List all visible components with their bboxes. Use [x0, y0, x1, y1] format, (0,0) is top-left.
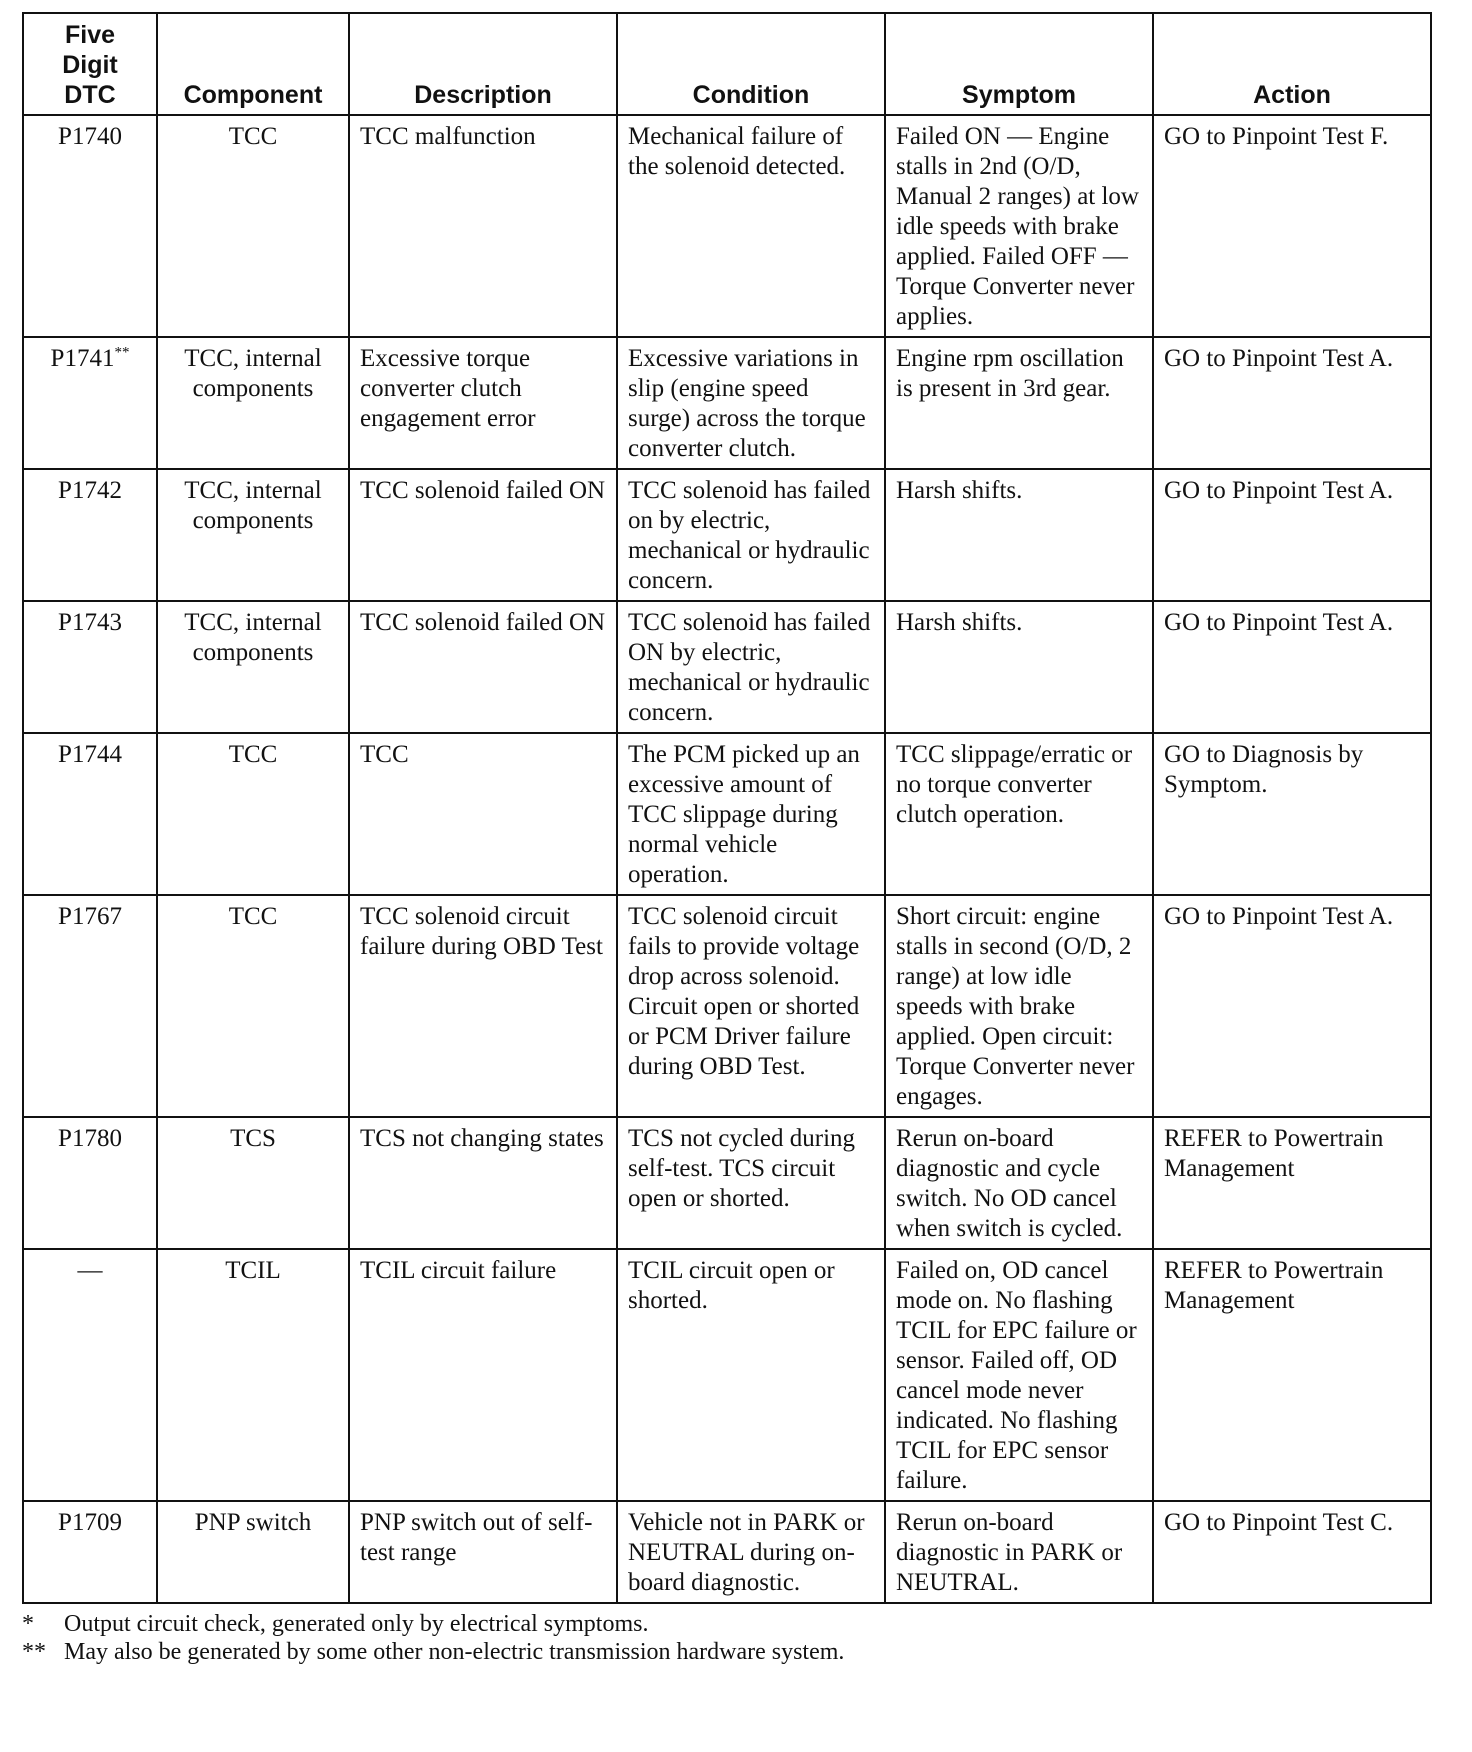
cell-dtc — [23, 895, 157, 1117]
cell-description: TCIL circuit failure — [349, 1249, 617, 1501]
table-row — [23, 601, 1431, 733]
dtc-code: P1743 — [58, 609, 122, 636]
cell-condition: Mechanical failure of the solenoid detected. — [617, 115, 885, 337]
footnote-symbol: * — [22, 1611, 34, 1637]
header-dtc-line: DTC — [64, 81, 116, 109]
cell-action: GO to Pinpoint Test A. — [1153, 895, 1431, 1117]
cell-dtc — [23, 1249, 157, 1501]
dtc-reference-page — [22, 12, 1430, 1666]
footnote-text: May also be generated by some other non-electric transmission hardware system. — [64, 1639, 845, 1665]
cell-symptom: Short circuit: engine stalls in second (O/D, 2 range) at low idle speeds with brake applied. Open circuit: Torque Converter never engages. — [885, 895, 1153, 1117]
table-row — [23, 1501, 1431, 1603]
cell-condition: The PCM picked up an excessive amount of TCC slippage during normal vehicle operation. — [617, 733, 885, 895]
table-row — [23, 337, 1431, 469]
table-body — [23, 115, 1431, 1603]
table-header-row — [23, 13, 1431, 115]
cell-symptom: Rerun on-board diagnostic in PARK or NEUTRAL. — [885, 1501, 1153, 1603]
header-dtc — [23, 13, 157, 115]
dtc-code: P1780 — [58, 1125, 122, 1152]
cell-component: TCIL — [157, 1249, 349, 1501]
header-description: Description — [349, 13, 617, 115]
footnotes — [22, 1610, 1430, 1666]
table-row — [23, 115, 1431, 337]
dtc-code: P1744 — [58, 741, 122, 768]
cell-component: TCC, internal components — [157, 601, 349, 733]
cell-description: PNP switch out of self-test range — [349, 1501, 617, 1603]
cell-action: GO to Pinpoint Test F. — [1153, 115, 1431, 337]
header-dtc-line: Five — [64, 21, 116, 49]
cell-description: Excessive torque converter clutch engagement error — [349, 337, 617, 469]
dtc-code: P1740 — [58, 123, 122, 150]
cell-component: TCC — [157, 895, 349, 1117]
cell-condition: TCIL circuit open or shorted. — [617, 1249, 885, 1501]
cell-component: TCC — [157, 115, 349, 337]
dtc-table — [22, 12, 1432, 1604]
cell-action: GO to Diagnosis by Symptom. — [1153, 733, 1431, 895]
footnote-marker: ** — [114, 344, 130, 361]
cell-condition: Vehicle not in PARK or NEUTRAL during on-board diagnostic. — [617, 1501, 885, 1603]
cell-condition: TCC solenoid circuit fails to provide voltage drop across solenoid. Circuit open or shorted or PCM Driver failure during OBD Test. — [617, 895, 885, 1117]
cell-description: TCC solenoid failed ON — [349, 601, 617, 733]
cell-component: TCC, internal components — [157, 469, 349, 601]
cell-symptom: Harsh shifts. — [885, 601, 1153, 733]
cell-action: GO to Pinpoint Test C. — [1153, 1501, 1431, 1603]
cell-symptom: Engine rpm oscillation is present in 3rd gear. — [885, 337, 1153, 469]
footnote — [22, 1610, 1430, 1638]
cell-dtc — [23, 601, 157, 733]
cell-symptom: Rerun on-board diagnostic and cycle switch. No OD cancel when switch is cycled. — [885, 1117, 1153, 1249]
header-component: Component — [157, 13, 349, 115]
dtc-code: P1742 — [58, 477, 122, 504]
cell-component: TCS — [157, 1117, 349, 1249]
dtc-code: P1767 — [58, 903, 122, 930]
cell-dtc — [23, 115, 157, 337]
dtc-code: — — [77, 1257, 103, 1284]
cell-condition: Excessive variations in slip (engine speed surge) across the torque converter clutch. — [617, 337, 885, 469]
dtc-code: P1709 — [58, 1509, 122, 1536]
table-row — [23, 1249, 1431, 1501]
cell-action: GO to Pinpoint Test A. — [1153, 469, 1431, 601]
cell-dtc — [23, 733, 157, 895]
cell-action: GO to Pinpoint Test A. — [1153, 337, 1431, 469]
cell-component: TCC, internal components — [157, 337, 349, 469]
cell-description: TCS not changing states — [349, 1117, 617, 1249]
cell-description: TCC malfunction — [349, 115, 617, 337]
cell-action: REFER to Powertrain Management — [1153, 1249, 1431, 1501]
cell-description: TCC solenoid circuit failure during OBD Test — [349, 895, 617, 1117]
table-row — [23, 895, 1431, 1117]
cell-dtc — [23, 1501, 157, 1603]
table-row — [23, 469, 1431, 601]
footnote-symbol: ** — [22, 1639, 46, 1665]
cell-action: REFER to Powertrain Management — [1153, 1117, 1431, 1249]
header-condition: Condition — [617, 13, 885, 115]
cell-action: GO to Pinpoint Test A. — [1153, 601, 1431, 733]
cell-dtc — [23, 469, 157, 601]
cell-component: TCC — [157, 733, 349, 895]
cell-condition: TCC solenoid has failed ON by electric, mechanical or hydraulic concern. — [617, 601, 885, 733]
header-action: Action — [1153, 13, 1431, 115]
header-symptom: Symptom — [885, 13, 1153, 115]
cell-component: PNP switch — [157, 1501, 349, 1603]
cell-condition: TCC solenoid has failed on by electric, mechanical or hydraulic concern. — [617, 469, 885, 601]
table-row — [23, 733, 1431, 895]
footnote-text: Output circuit check, generated only by electrical symptoms. — [64, 1611, 649, 1637]
cell-symptom: Harsh shifts. — [885, 469, 1153, 601]
cell-description: TCC solenoid failed ON — [349, 469, 617, 601]
cell-dtc — [23, 1117, 157, 1249]
cell-symptom: TCC slippage/erratic or no torque converter clutch operation. — [885, 733, 1153, 895]
table-row — [23, 1117, 1431, 1249]
dtc-code: P1741 — [50, 345, 115, 372]
cell-symptom: Failed on, OD cancel mode on. No flashing TCIL for EPC failure or sensor. Failed off, OD cancel mode never indicated. No flashing TCIL for EPC sensor failure. — [885, 1249, 1153, 1501]
footnote — [22, 1638, 1430, 1666]
cell-dtc — [23, 337, 157, 469]
cell-condition: TCS not cycled during self-test. TCS circuit open or shorted. — [617, 1117, 885, 1249]
cell-symptom: Failed ON — Engine stalls in 2nd (O/D, Manual 2 ranges) at low idle speeds with brake applied. Failed OFF — Torque Converter never applies. — [885, 115, 1153, 337]
header-dtc-line: Digit — [62, 51, 118, 79]
cell-description: TCC — [349, 733, 617, 895]
